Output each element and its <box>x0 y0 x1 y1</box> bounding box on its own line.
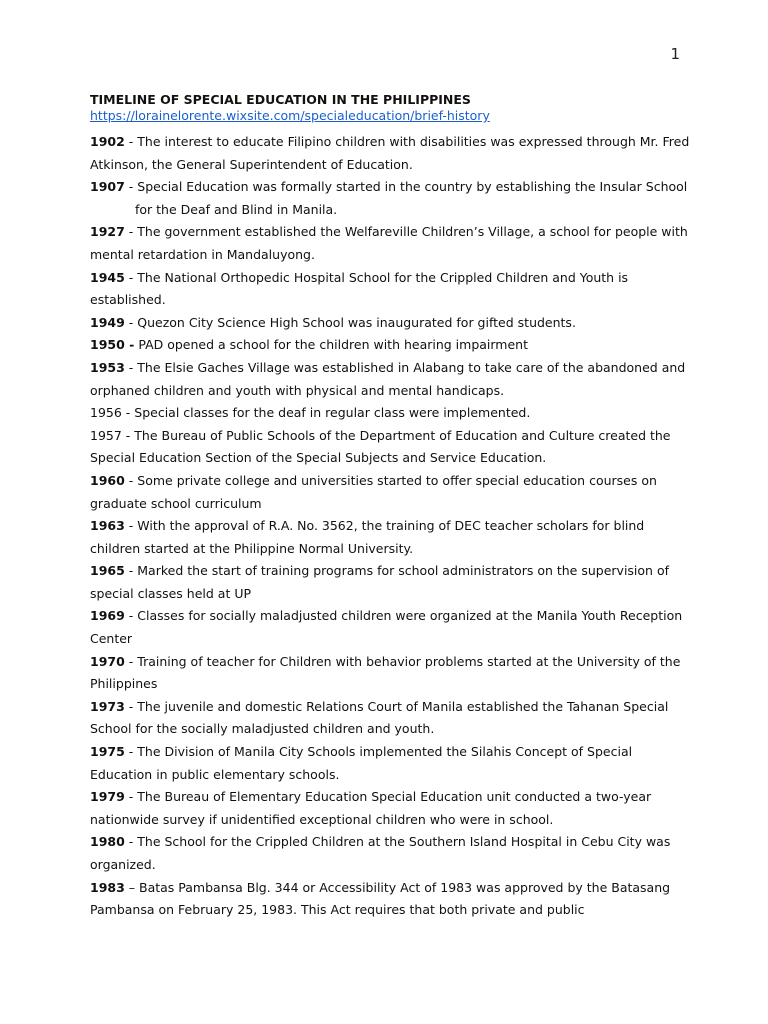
timeline-entry <box>90 515 690 560</box>
entry-year: 1907 <box>90 179 125 195</box>
entry-text: The Elsie Gaches Village was established in Alabang to take care of the abandoned and orphaned children and youth with physical and mental handicaps. <box>90 359 686 398</box>
entry-text: Classes for socially maladjusted children were organized at the Manila Youth Reception Center <box>90 608 683 647</box>
timeline-entry <box>90 696 690 741</box>
entry-text: Some private college and universities started to offer special education courses on graduate school curriculum <box>90 472 657 511</box>
timeline-entry <box>90 470 690 515</box>
entry-separator: - <box>124 518 138 534</box>
timeline-entry <box>90 267 690 312</box>
entry-text: Special classes for the deaf in regular class were implemented. <box>134 405 531 421</box>
entry-separator: - <box>121 405 135 421</box>
entry-separator: - <box>124 789 138 805</box>
timeline-entry <box>90 741 690 786</box>
entry-year: 1980 <box>90 834 125 850</box>
entry-year: 1970 <box>90 653 125 669</box>
timeline-entry <box>90 831 690 876</box>
entry-year: 1975 <box>90 744 125 760</box>
entry-text: Batas Pambansa Blg. 344 or Accessibility Act of 1983 was approved by the Batasang Pambansa on February 25, 1983. This Act requires that both private and public <box>90 879 671 918</box>
entry-separator: - <box>124 359 138 375</box>
timeline-entry <box>90 334 690 357</box>
timeline-entry <box>90 786 690 831</box>
timeline-entry <box>90 357 690 402</box>
entry-text: Marked the start of training programs for school administrators on the supervision of special classes held at UP <box>90 563 669 601</box>
timeline-entry <box>90 312 690 335</box>
entry-separator: - <box>124 314 138 330</box>
timeline-list <box>90 131 690 922</box>
source-link[interactable]: https://lorainelorente.wixsite.com/specialeducation/brief-history <box>90 108 490 123</box>
entry-year: 1965 <box>90 563 125 579</box>
entry-separator: - <box>124 134 138 149</box>
entry-separator: - <box>124 269 138 285</box>
entry-separator: - <box>124 834 138 850</box>
entry-text: The National Orthopedic Hospital School for the Crippled Children and Youth is established. <box>90 269 629 308</box>
entry-year: 1983 <box>90 879 125 895</box>
entry-year: 1973 <box>90 698 125 714</box>
entry-separator: - <box>124 224 138 240</box>
document-title: TIMELINE OF SPECIAL EDUCATION IN THE PHILIPPINES <box>90 92 471 107</box>
entry-text: PAD opened a school for the children with hearing impairment <box>138 337 529 353</box>
entry-separator: - <box>124 179 138 195</box>
entry-separator: – <box>124 879 139 895</box>
entry-separator: - <box>124 698 138 714</box>
entry-text: The Division of Manila City Schools implemented the Silahis Concept of Special Education in public elementary schools. <box>90 744 633 782</box>
entry-text: Training of teacher for Children with behavior problems started at the University of the Philippines <box>90 653 681 692</box>
entry-year: 1957 <box>90 427 122 443</box>
entry-separator: - <box>124 472 138 488</box>
entry-text: The Bureau of Public Schools of the Department of Education and Culture created the Special Education Section of the Special Subjects and Service Education. <box>90 427 671 466</box>
entry-year: 1956 <box>90 405 122 421</box>
entry-year: 1949 <box>90 314 125 330</box>
entry-year: 1960 <box>90 472 125 488</box>
document-body <box>90 92 690 922</box>
entry-year: 1963 <box>90 518 125 534</box>
entry-text: The School for the Crippled Children at the Southern Island Hospital in Cebu City was organized. <box>90 834 671 872</box>
entry-text: The juvenile and domestic Relations Court of Manila established the Tahanan Special School for the socially maladjusted children and youth. <box>90 698 669 737</box>
entry-year: 1950 - <box>90 337 135 353</box>
entry-text: With the approval of R.A. No. 3562, the training of DEC teacher scholars for blind children started at the Philippine Normal University. <box>90 518 645 556</box>
timeline-entry <box>90 877 690 922</box>
timeline-entry <box>90 221 690 266</box>
page-number: 1 <box>670 45 680 63</box>
entry-separator: - <box>124 608 138 624</box>
timeline-entry <box>90 176 690 221</box>
timeline-entry <box>90 402 690 425</box>
entry-year: 1927 <box>90 224 125 240</box>
timeline-entry <box>90 131 690 176</box>
entry-separator: - <box>121 427 135 443</box>
entry-separator: - <box>124 653 138 669</box>
entry-year: 1945 <box>90 269 125 285</box>
entry-year: 1953 <box>90 359 125 375</box>
entry-text: The Bureau of Elementary Education Special Education unit conducted a two-year nationwide survey if unidentified exceptional children who were in school. <box>90 789 652 827</box>
timeline-entry <box>90 425 690 470</box>
entry-separator: - <box>124 563 138 579</box>
timeline-entry <box>90 560 690 605</box>
entry-year: 1902 <box>90 134 125 149</box>
entry-year: 1979 <box>90 789 125 805</box>
entry-separator: - <box>124 744 138 760</box>
entry-text: The government established the Welfareville Children’s Village, a school for people with mental retardation in Mandaluyong. <box>90 224 688 262</box>
timeline-entry <box>90 651 690 696</box>
entry-text: The interest to educate Filipino children with disabilities was expressed through Mr. Fred Atkinson, the General Superintendent of Education. <box>90 134 690 172</box>
entry-text: Quezon City Science High School was inaugurated for gifted students. <box>137 314 576 330</box>
entry-text: Special Education was formally started in the country by establishing the Insular School for the Deaf and Blind in Manila. <box>135 179 688 217</box>
entry-year: 1969 <box>90 608 125 624</box>
timeline-entry <box>90 605 690 650</box>
